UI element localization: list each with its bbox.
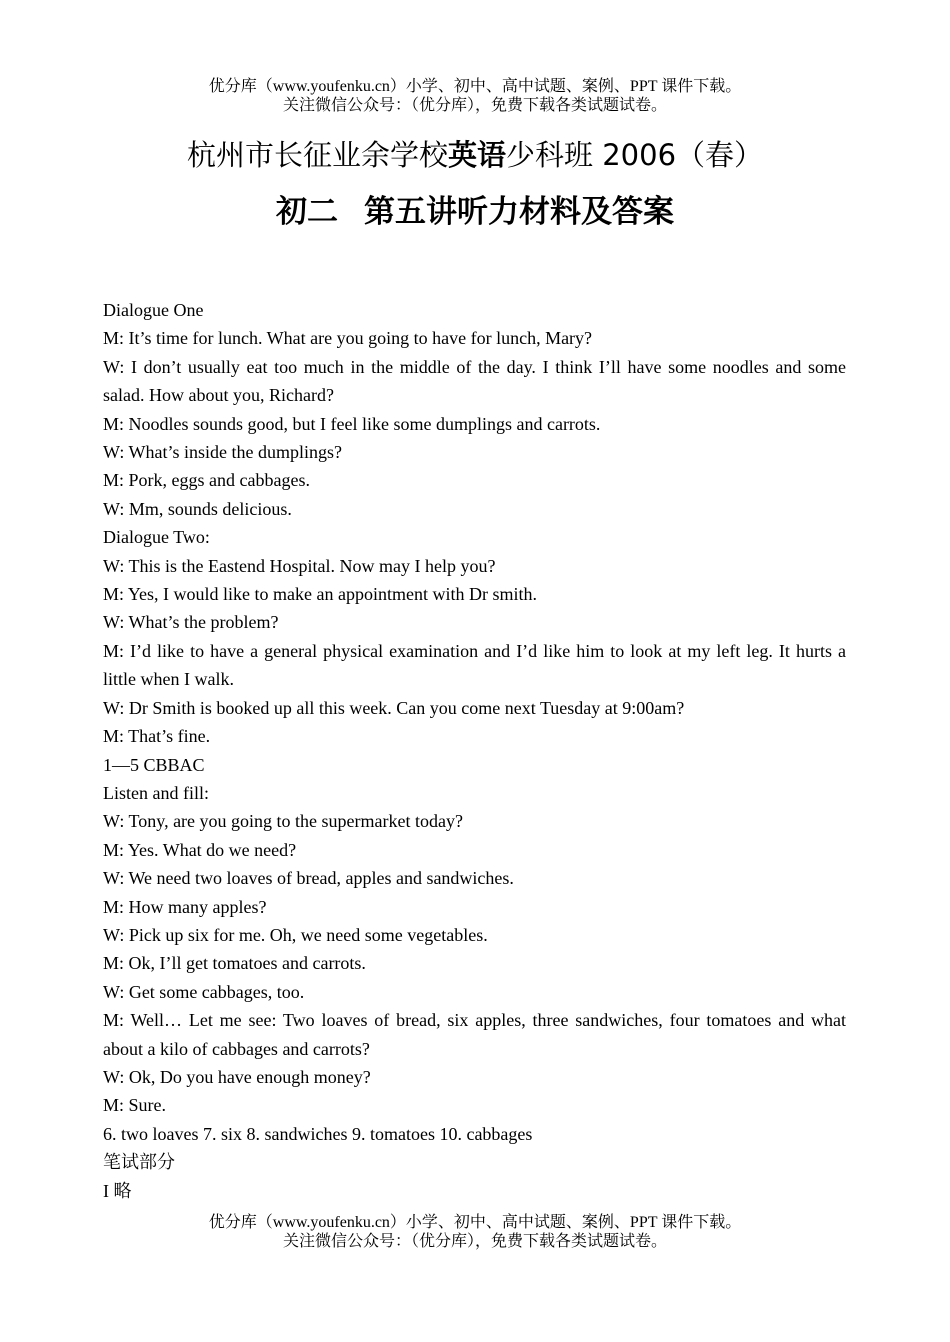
content-line: W: I don’t usually eat too much in the middle of the day. I think I’ll have some noodles and some salad. How about you, Richard? xyxy=(103,356,846,406)
content-line: M: It’s time for lunch. What are you going to have for lunch, Mary? xyxy=(103,328,593,349)
content-line: M: Pork, eggs and cabbages. xyxy=(103,470,310,491)
content-line: I 略 xyxy=(103,1180,132,1201)
document-subtitle xyxy=(0,192,950,232)
header-line-1: 优分库（www.youfenku.cn）小学、初中、高中试题、案例、PPT 课件下载。 xyxy=(208,78,742,95)
title-line-1-bold: 英语 xyxy=(447,138,506,172)
content-line: M: Ok, I’ll get tomatoes and carrots. xyxy=(103,953,366,974)
content-line: M: I’d like to have a general physical examination and I’d like him to look at my left leg. It hurts a little when I walk. xyxy=(103,640,846,690)
answer-line: 6. two loaves 7. six 8. sandwiches 9. tomatoes 10. cabbages xyxy=(103,1123,533,1144)
header-line-2: 关注微信公众号：（优分库），免费下载各类试题试卷。 xyxy=(282,97,667,114)
title-line-1-part-2: 少科班 2006（春） xyxy=(506,138,764,172)
content-line: W: What’s the problem? xyxy=(103,612,279,633)
content-line: M: Yes. What do we need? xyxy=(103,839,297,860)
content-line: W: This is the Eastend Hospital. Now may I help you? xyxy=(103,555,496,576)
answer-line: 1—5 CBBAC xyxy=(103,754,205,775)
title-line-1-part-1: 杭州市长征业余学校 xyxy=(186,138,448,172)
subtitle-part-1: 初二 xyxy=(276,194,338,230)
content-line: W: Dr Smith is booked up all this week. Can you come next Tuesday at 9:00am? xyxy=(103,697,685,718)
page-footer xyxy=(0,1213,950,1251)
content-line: Dialogue One xyxy=(103,300,204,320)
content-line: M: How many apples? xyxy=(103,896,267,917)
content-line: W: What’s inside the dumplings? xyxy=(103,442,342,463)
content-line: M: Noodles sounds good, but I feel like some dumplings and carrots. xyxy=(103,413,601,434)
content-line: W: Get some cabbages, too. xyxy=(103,981,305,1002)
content-line: M: Yes, I would like to make an appointment with Dr smith. xyxy=(103,584,537,605)
content-line: W: Mm, sounds delicious. xyxy=(103,498,292,519)
content-line: M: That’s fine. xyxy=(103,726,211,747)
document-title xyxy=(0,136,950,174)
content-line: Listen and fill: xyxy=(103,782,209,803)
content-line: Dialogue Two: xyxy=(103,527,210,548)
content-line: M: Sure. xyxy=(103,1095,166,1116)
content-line: M: Well… Let me see: Two loaves of bread, six apples, three sandwiches, four tomatoes and what about a kilo of cabbages and carrots? xyxy=(103,1010,846,1059)
page-header xyxy=(0,77,950,115)
subtitle-part-2: 第五讲听力材料及答案 xyxy=(364,194,674,230)
content-line: W: Pick up six for me. Oh, we need some vegetables. xyxy=(103,924,488,945)
content-line: W: Ok, Do you have enough money? xyxy=(103,1066,371,1087)
content-line: W: We need two loaves of bread, apples and sandwiches. xyxy=(103,868,514,889)
listening-transcript xyxy=(103,296,846,1205)
footer-line-1: 优分库（www.youfenku.cn）小学、初中、高中试题、案例、PPT 课件下载。 xyxy=(208,1214,742,1231)
section-heading: 笔试部分 xyxy=(103,1152,175,1173)
content-line: W: Tony, are you going to the supermarket today? xyxy=(103,811,463,832)
footer-line-2: 关注微信公众号：（优分库），免费下载各类试题试卷。 xyxy=(282,1233,667,1250)
